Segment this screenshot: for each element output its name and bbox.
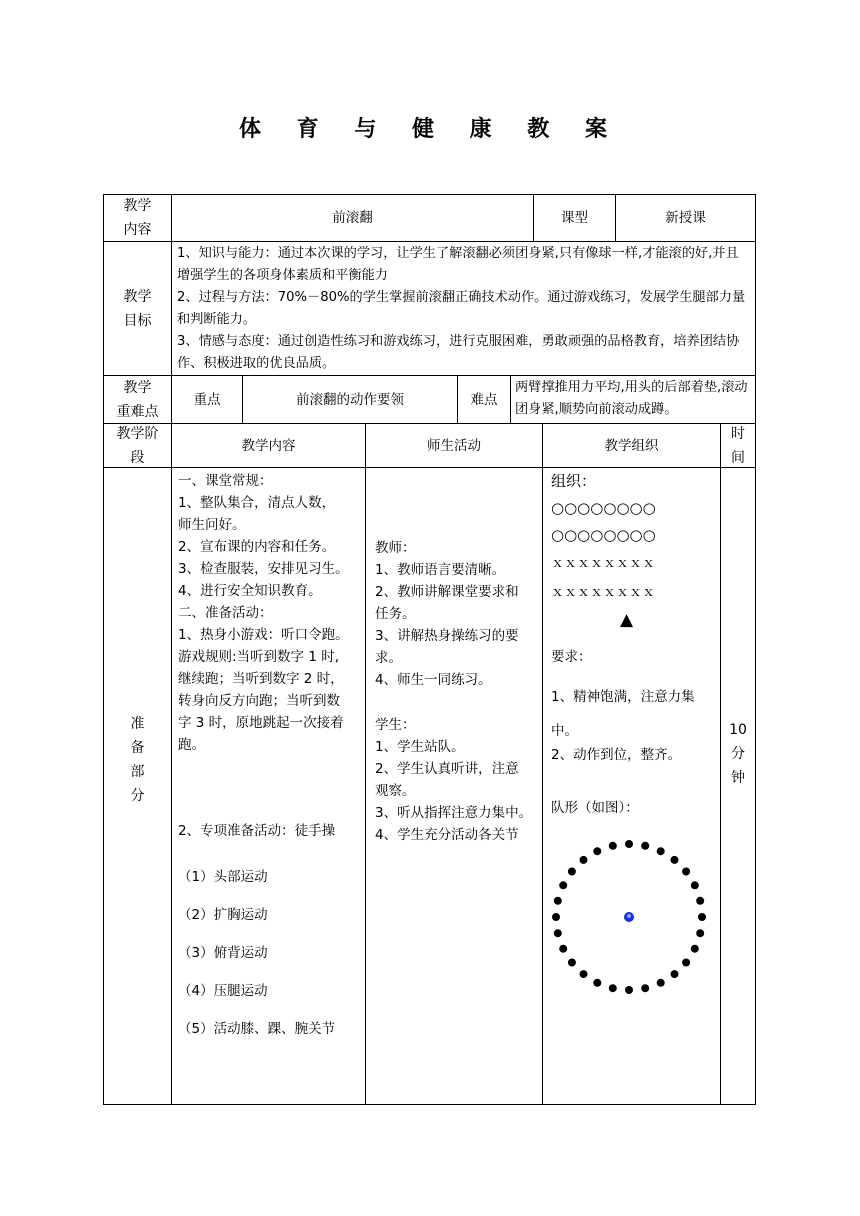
student-dot (554, 929, 562, 937)
student-dot (580, 970, 588, 978)
key-difficult-label: 教学 重难点 (116, 379, 159, 420)
preparation-content: 一、课堂常规： 1、整队集合，清点人数， 师生问好。 2、宣布课的内容和任务。 3、检查服装，安排见习生。 4、进行安全知识教育。 二、准备活动： 1、热身小游戏：听口令跑。 游戏规则:当听到数字 1 时, 继续跑；当听到数字 2 时， 转身向反方向跑；当听到数 字 3 时，原地跳起一次接着 跑。 (178, 473, 349, 753)
student-dot (657, 979, 665, 987)
header-stage: 教学阶 段 (116, 425, 159, 466)
student-dot (593, 847, 601, 855)
lesson-type-label: 课型 (561, 210, 588, 226)
student-dot (696, 929, 704, 937)
key-point-value: 前滚翻的动作要领 (296, 391, 404, 408)
teaching-objectives-label: 教学 目标 (123, 288, 152, 329)
student-dot (696, 897, 704, 905)
student-dot (682, 959, 690, 967)
stage-preparation: 准 备 部 分 (130, 716, 145, 804)
key-point-label: 重点 (193, 391, 221, 408)
formation-label: 队形（如图）： (551, 800, 639, 816)
student-dot (580, 856, 588, 864)
student-dot (568, 868, 576, 876)
page-title: 体 育 与 健 康 教 案 (239, 117, 621, 142)
student-dot (552, 913, 560, 921)
objective-attitude: 3、情感与态度：通过创造性练习和游戏练习，进行克服困难，勇敢顽强的品格教育，培养团结协作、积极进取的优良品质。 (177, 334, 740, 371)
header-content: 教学内容 (241, 437, 296, 454)
student-dot (609, 842, 617, 850)
exercise-item: （1）头部运动 (178, 869, 268, 885)
student-dot (682, 868, 690, 876)
header-time: 时 间 (731, 425, 745, 466)
student-dot (625, 840, 633, 848)
requirement-2: 2、动作到位，整齐。 (551, 747, 682, 763)
student-dot (609, 984, 617, 992)
difficult-point-label: 难点 (470, 391, 498, 408)
exercise-item: （2）扩胸运动 (178, 907, 268, 923)
student-dot (671, 856, 679, 864)
formation-row-x: ｘｘｘｘｘｘｘｘ (551, 585, 656, 600)
time-allocation: 10 分 钟 (729, 722, 747, 786)
circle-formation-diagram (548, 832, 718, 1012)
formation-row-circles: ○○○○○○○○ (551, 526, 656, 544)
requirements-title: 要求： (551, 649, 592, 665)
warmup-exercise-list (178, 858, 364, 1048)
exercise-item: （5）活动膝、踝、腕关节 (178, 1021, 336, 1037)
student-dot (657, 847, 665, 855)
teaching-content-label: 教学 内容 (123, 198, 152, 238)
header-organization: 教学组织 (604, 437, 659, 454)
teacher-activity: 教师： 1、教师语言要清晰。 2、教师讲解课堂要求和 任务。 3、讲解热身操练习的要 求。 4、师生一同练习。 (375, 540, 519, 688)
student-dot (698, 913, 706, 921)
student-dot (625, 986, 633, 994)
student-dot (691, 881, 699, 889)
lesson-type-value: 新授课 (665, 210, 706, 226)
student-dot (559, 945, 567, 953)
objective-knowledge: 1、知识与能力：通过本次课的学习，让学生了解滚翻必须团身紧,只有像球一样,才能滚的好,并且增强学生的各项身体素质和平衡能力 (177, 246, 739, 283)
formation-row-x: ｘｘｘｘｘｘｘｘ (551, 556, 656, 571)
student-activity: 学生： 1、学生站队。 2、学生认真听讲，注意 观察。 3、听从指挥注意力集中。 4、学生充分活动各关节 (375, 717, 533, 843)
special-warmup-title: 2、专项准备活动：徒手操 (178, 823, 336, 839)
student-dot (691, 945, 699, 953)
student-dot (559, 881, 567, 889)
student-dot (568, 959, 576, 967)
student-dot (554, 897, 562, 905)
student-dot (641, 984, 649, 992)
exercise-item: （4）压腿运动 (178, 983, 268, 999)
requirements-list: 1、精神饱满，注意力集 中。 (551, 689, 695, 739)
student-dot (671, 970, 679, 978)
teaching-content-value: 前滚翻 (332, 210, 373, 226)
org-title: 组织： (551, 472, 597, 490)
teacher-triangle-marker: ▲ (620, 610, 634, 630)
student-dot (593, 979, 601, 987)
student-dot (641, 842, 649, 850)
difficult-point-value: 两臂撑推用力平均,用头的后部着垫,滚动团身紧,顺势向前滚动成蹲。 (515, 380, 748, 417)
objective-process: 2、过程与方法：70%－80%的学生掌握前滚翻正确技术动作。通过游戏练习，发展学生腿部力量和判断能力。 (177, 290, 746, 327)
teaching-objectives-text (177, 243, 751, 374)
exercise-item: （3）俯背运动 (178, 945, 268, 961)
header-activity: 师生活动 (427, 437, 481, 454)
formation-row-circles: ○○○○○○○○ (551, 499, 656, 517)
